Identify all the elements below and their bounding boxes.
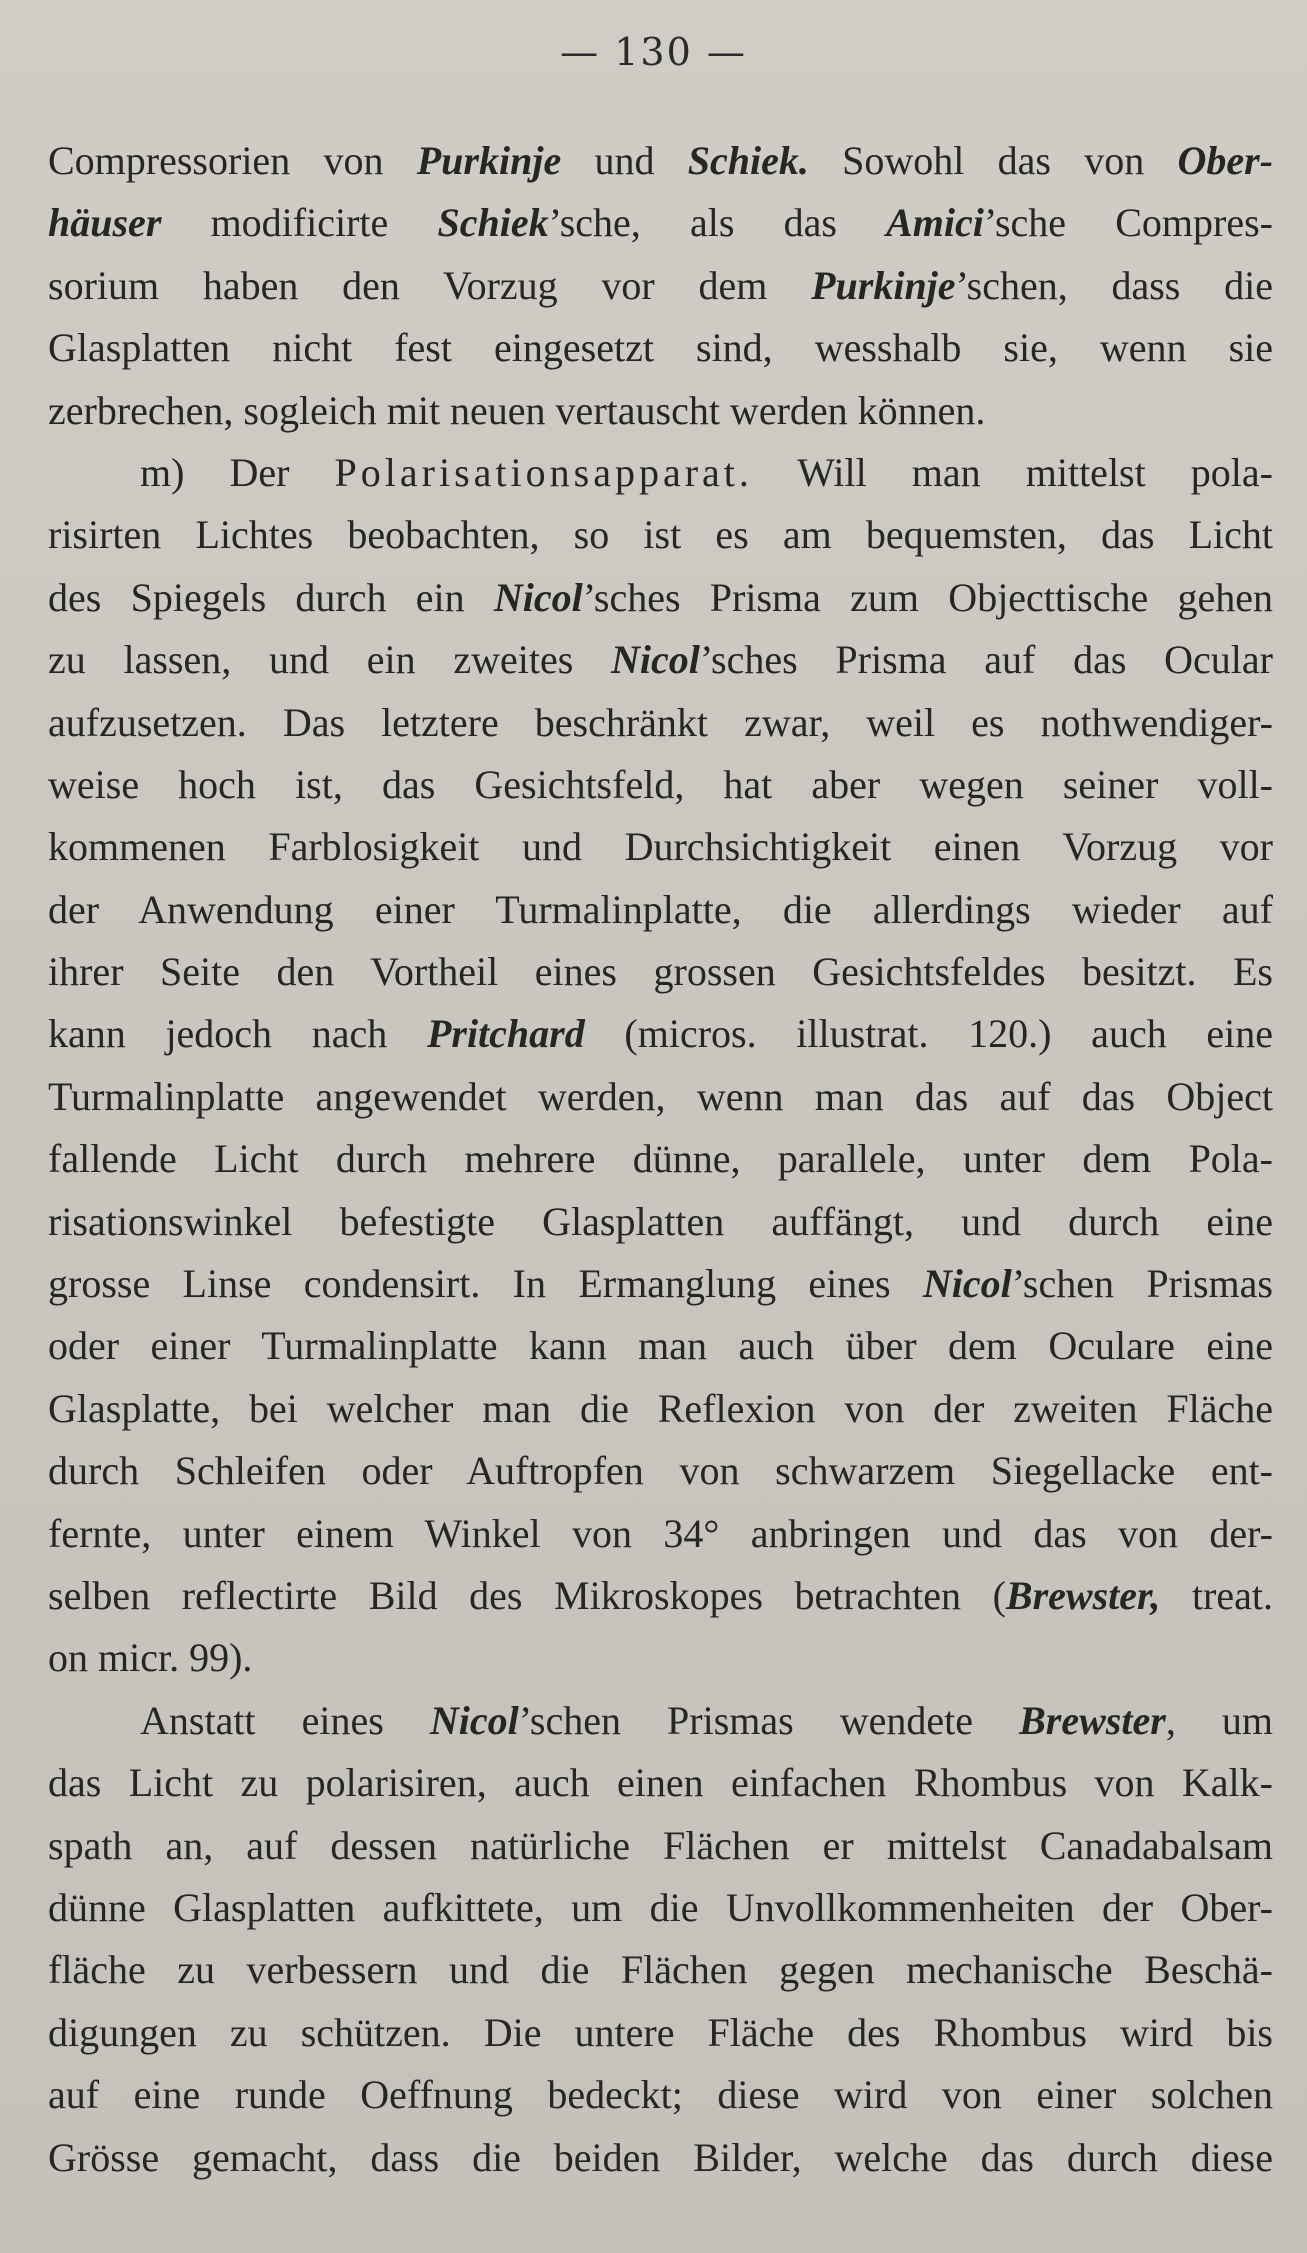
- text-line: [48, 2127, 1273, 2189]
- text-segment: on micr. 99).: [48, 1635, 253, 1681]
- text-segment: weise hoch ist, das Gesichtsfeld, hat aber wegen seiner voll-: [48, 761, 1273, 807]
- text-line: [48, 1315, 1273, 1377]
- text-segment: ’sches Prisma auf das Ocular: [699, 637, 1273, 683]
- text-line: [48, 192, 1273, 254]
- text-segment: fläche zu verbessern und die Flächen gegen mechanische Beschä-: [48, 1947, 1273, 1993]
- text-segment: der Anwendung einer Turmalinplatte, die allerdings wieder auf: [48, 886, 1273, 932]
- emphasized-name: Pritchard: [426, 1011, 585, 1057]
- text-segment: Turmalinplatte angewendet werden, wenn man das auf das Object: [48, 1073, 1273, 1119]
- text-line: [48, 380, 1273, 442]
- text-segment: kommenen Farblosigkeit und Durchsichtigkeit einen Vorzug vor: [48, 824, 1273, 870]
- text-segment: grosse Linse condensirt. In Ermanglung eines: [48, 1261, 923, 1307]
- text-segment: oder einer Turmalinplatte kann man auch über dem Oculare eine: [48, 1323, 1273, 1369]
- text-segment: Will man mittelst pola-: [752, 449, 1273, 495]
- text-segment: ’sche Compres-: [983, 200, 1273, 246]
- text-line: [48, 1003, 1273, 1065]
- text-segment: (micros. illustrat. 120.) auch eine: [584, 1011, 1273, 1057]
- text-line: [48, 629, 1273, 691]
- text-segment: selben reflectirte Bild des Mikroskopes betrachten (: [48, 1572, 1006, 1618]
- text-segment: modificirte: [161, 200, 438, 246]
- text-segment: das Licht zu polarisiren, auch einen einfachen Rhombus von Kalk-: [48, 1760, 1273, 1806]
- body-text: [48, 130, 1273, 2189]
- text-line: [48, 1690, 1273, 1752]
- text-segment: fallende Licht durch mehrere dünne, parallele, unter dem Pola-: [48, 1136, 1273, 1182]
- text-line: [48, 1939, 1273, 2001]
- text-line: [48, 255, 1273, 317]
- emphasized-name: Nicol: [429, 1697, 519, 1743]
- text-line: [48, 1503, 1273, 1565]
- emphasized-name: Nicol: [493, 574, 583, 620]
- text-line: [48, 1815, 1273, 1877]
- text-segment: und: [561, 138, 688, 183]
- text-line: [48, 1877, 1273, 1939]
- text-segment: kann jedoch nach: [48, 1011, 427, 1057]
- text-segment: , um: [1165, 1697, 1273, 1743]
- text-line: [48, 692, 1273, 754]
- text-segment: ’schen Prismas wendete: [518, 1697, 1020, 1743]
- text-line: [48, 1440, 1273, 1502]
- text-segment: digungen zu schützen. Die untere Fläche des Rhombus wird bis: [48, 2009, 1273, 2055]
- text-line: [48, 442, 1273, 504]
- text-line: [48, 130, 1273, 192]
- text-segment: des Spiegels durch ein: [48, 574, 494, 620]
- emphasized-name: häuser: [48, 200, 162, 246]
- spaced-heading: Polarisationsapparat.: [334, 449, 753, 495]
- text-line: [48, 816, 1273, 878]
- text-line: [48, 879, 1273, 941]
- text-segment: ihrer Seite den Vortheil eines grossen Gesichtsfeldes besitzt. Es: [48, 949, 1273, 995]
- emphasized-name: Brewster: [1019, 1697, 1166, 1743]
- text-segment: ’schen Prismas: [1011, 1261, 1273, 1307]
- text-segment: Glasplatten nicht fest eingesetzt sind, wesshalb sie, wenn sie: [48, 325, 1273, 371]
- emphasized-name: Ober-: [1177, 138, 1274, 183]
- text-segment: risationswinkel befestigte Glasplatten auffängt, und durch eine: [48, 1198, 1273, 1244]
- text-segment: aufzusetzen. Das letztere beschränkt zwar, weil es nothwendiger-: [48, 699, 1273, 745]
- text-segment: m) Der: [140, 449, 335, 495]
- text-line: [48, 1128, 1273, 1190]
- text-segment: Grösse gemacht, dass die beiden Bilder, welche das durch diese: [48, 2134, 1273, 2180]
- emphasized-name: Nicol: [922, 1261, 1012, 1307]
- emphasized-name: Purkinje: [811, 262, 956, 308]
- text-segment: Glasplatte, bei welcher man die Reflexion von der zweiten Fläche: [48, 1385, 1273, 1431]
- text-line: [48, 754, 1273, 816]
- text-segment: dünne Glasplatten aufkittete, um die Unvollkommenheiten der Ober-: [48, 1884, 1273, 1930]
- text-line: [48, 1253, 1273, 1315]
- text-segment: treat.: [1160, 1572, 1273, 1618]
- emphasized-name: Nicol: [611, 637, 700, 683]
- text-line: [48, 567, 1273, 629]
- text-segment: Compressorien von: [48, 138, 417, 183]
- text-line: [48, 2064, 1273, 2126]
- text-segment: auf eine runde Oeffnung bedeckt; diese wird von einer solchen: [48, 2072, 1273, 2118]
- emphasized-name: Amici: [886, 200, 984, 246]
- text-segment: sorium haben den Vorzug vor dem: [48, 262, 812, 308]
- text-line: [48, 1378, 1273, 1440]
- text-segment: zerbrechen, sogleich mit neuen vertauscht werden können.: [48, 387, 986, 433]
- emphasized-name: Schiek.: [687, 138, 809, 183]
- page-number: — 130 —: [560, 30, 747, 74]
- text-segment: zu lassen, und ein zweites: [48, 637, 612, 683]
- text-line: [48, 317, 1273, 379]
- text-line: [48, 2002, 1273, 2064]
- text-line: [48, 941, 1273, 1003]
- text-segment: Anstatt eines: [140, 1697, 430, 1743]
- emphasized-name: Brewster,: [1005, 1572, 1161, 1618]
- text-line: [48, 1191, 1273, 1253]
- text-line: [48, 504, 1273, 566]
- text-segment: ’sche, als das: [548, 200, 887, 246]
- text-line: [48, 1565, 1273, 1627]
- text-segment: durch Schleifen oder Auftropfen von schwarzem Siegellacke ent-: [48, 1448, 1273, 1494]
- text-line: [48, 1752, 1273, 1814]
- text-segment: spath an, auf dessen natürliche Flächen er mittelst Canadabalsam: [48, 1822, 1273, 1868]
- text-segment: fernte, unter einem Winkel von 34° anbringen und das von der-: [48, 1510, 1273, 1556]
- text-segment: ’schen, dass die: [955, 262, 1273, 308]
- emphasized-name: Schiek: [437, 200, 549, 246]
- text-segment: risirten Lichtes beobachten, so ist es am bequemsten, das Licht: [48, 512, 1273, 558]
- text-segment: ’sches Prisma zum Objecttische gehen: [582, 574, 1273, 620]
- text-line: [48, 1066, 1273, 1128]
- text-segment: Sowohl das von: [808, 138, 1178, 183]
- text-line: [48, 1627, 1273, 1689]
- emphasized-name: Purkinje: [416, 138, 562, 183]
